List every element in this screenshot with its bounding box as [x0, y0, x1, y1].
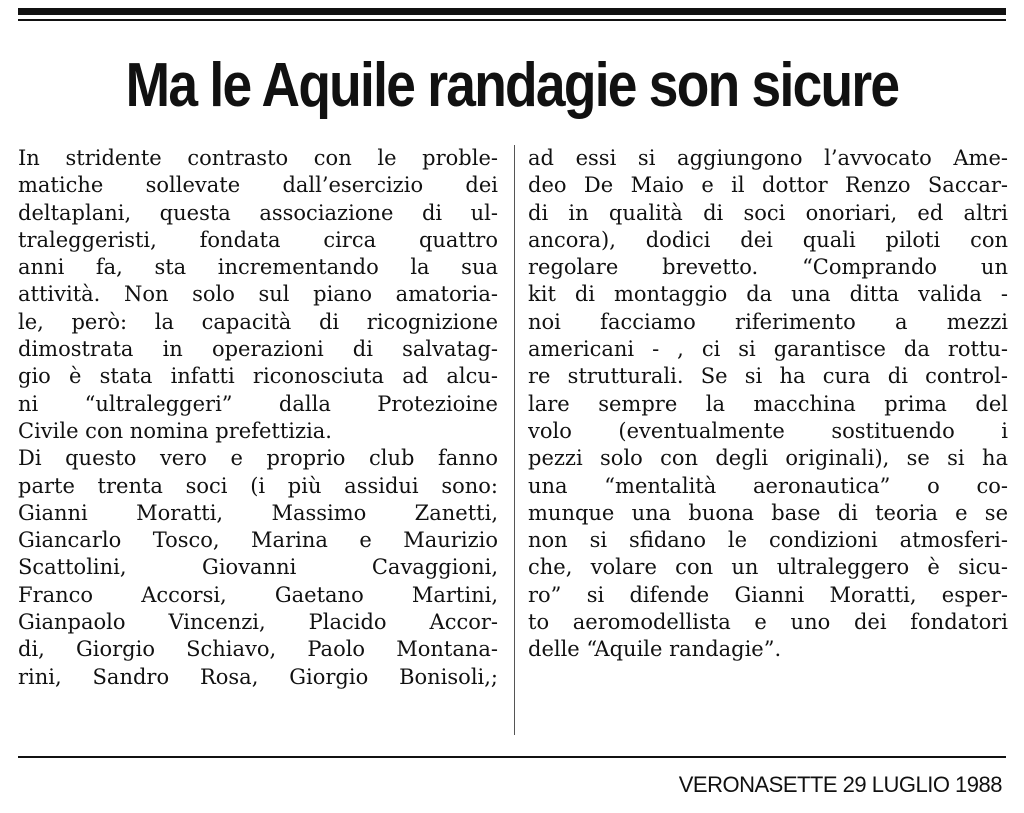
text-line: gio è stata infatti riconosciuta ad alcu-	[18, 364, 498, 389]
text-line: traleggeristi, fondata circa quattro	[18, 227, 498, 252]
text-line: ad essi si aggiungono l’avvocato Ame-	[528, 146, 1008, 170]
text-line: attività. Non solo sul piano amatoria-	[18, 282, 498, 307]
text-line: noi facciamo riferimento a mezzi	[528, 309, 1008, 334]
text-line: to aeromodellista e uno dei fondatori	[528, 610, 1008, 635]
text-line: Gianni Moratti, Massimo Zanetti,	[18, 500, 498, 525]
bottom-rule	[18, 756, 1006, 758]
top-rule-thin	[18, 19, 1006, 21]
publication-credit: VERONASETTE 29 LUGLIO 1988	[678, 772, 1002, 797]
text-line: che, volare con un ultraleggero è sicu-	[528, 555, 1008, 580]
text-line: ni “ultraleggeri” dalla Protezioine	[18, 391, 498, 416]
text-line: volo (eventualmente sostituendo i	[528, 418, 1008, 443]
text-line: Civile con nomina prefettizia.	[18, 418, 332, 443]
article-column-left	[18, 145, 498, 691]
text-line: Franco Accorsi, Gaetano Martini,	[18, 582, 498, 607]
column-divider	[514, 145, 515, 735]
text-line: Di questo vero e proprio club fanno	[18, 446, 498, 471]
text-line: pezzi solo con degli originali), se si ha	[528, 446, 1008, 471]
text-line: anni fa, sta incrementando la sua	[18, 255, 498, 280]
text-line: kit di montaggio da una ditta valida -	[528, 282, 1008, 307]
text-line: delle “Aquile randagie”.	[528, 637, 782, 662]
article-headline: Ma le Aquile randagie son sicure	[125, 51, 899, 120]
text-line: lare sempre la macchina prima del	[528, 391, 1008, 416]
text-line: americani - , ci si garantisce da rottu-	[528, 337, 1008, 362]
text-line: deo De Maio e il dottor Renzo Saccar-	[528, 173, 1008, 198]
text-line: Scattolini, Giovanni Cavaggioni,	[18, 555, 498, 580]
text-line: regolare brevetto. “Comprando un	[528, 255, 1008, 280]
text-line: di, Giorgio Schiavo, Paolo Montana-	[18, 637, 498, 662]
text-line: munque una buona base di teoria e se	[528, 500, 1008, 525]
text-line: non si sfidano le condizioni atmosferi-	[528, 528, 1008, 553]
top-rule-thick	[18, 8, 1006, 15]
text-line: dimostrata in operazioni di salvatag-	[18, 337, 498, 362]
text-line: le, però: la capacità di ricognizione	[18, 309, 498, 334]
text-line: re strutturali. Se si ha cura di control-	[528, 364, 1008, 389]
text-line: di in qualità di soci onoriari, ed altri	[528, 200, 1008, 225]
text-line: matiche sollevate dall’esercizio dei	[18, 173, 498, 198]
text-line: Gianpaolo Vincenzi, Placido Accor-	[18, 610, 498, 635]
text-line: ancora), dodici dei quali piloti con	[528, 227, 1008, 252]
text-line: rini, Sandro Rosa, Giorgio Bonisoli,;	[18, 664, 498, 689]
text-line: deltaplani, questa associazione di ul-	[18, 200, 498, 225]
text-line: In stridente contrasto con le proble-	[18, 146, 498, 170]
text-line: parte trenta soci (i più assidui sono:	[18, 473, 498, 498]
article-column-right	[528, 145, 1008, 664]
text-line: Giancarlo Tosco, Marina e Maurizio	[18, 528, 498, 553]
text-line: ro” si difende Gianni Moratti, esper-	[528, 582, 1008, 607]
text-line: una “mentalità aeronautica” o co-	[528, 473, 1008, 498]
